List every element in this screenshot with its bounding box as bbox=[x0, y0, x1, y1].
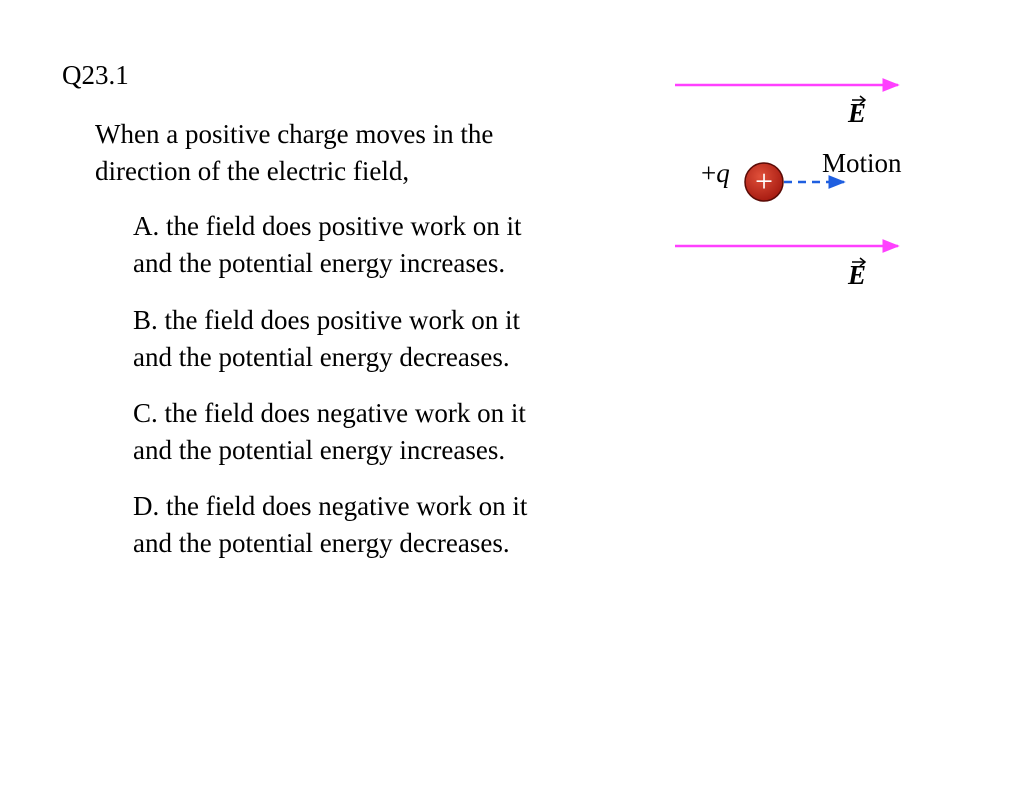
option-b bbox=[133, 302, 653, 376]
option-b-line-1: B. the field does positive work on it bbox=[133, 305, 520, 335]
charge-label bbox=[701, 158, 730, 188]
option-d bbox=[133, 488, 653, 562]
charge-symbol: + bbox=[754, 163, 774, 199]
option-b-line-2: and the potential energy decreases. bbox=[133, 342, 510, 372]
option-a-line-1: A. the field does positive work on it bbox=[133, 211, 522, 241]
field-label-top bbox=[847, 96, 866, 128]
charge-label-sign: + bbox=[701, 158, 717, 188]
motion-label: Motion bbox=[822, 148, 902, 178]
question-stem-line-1: When a positive charge moves in the bbox=[95, 119, 494, 149]
option-d-line-2: and the potential energy decreases. bbox=[133, 528, 510, 558]
option-c bbox=[133, 395, 653, 469]
positive-charge-icon bbox=[745, 163, 783, 201]
field-label-bottom bbox=[847, 258, 866, 290]
field-label-top-text: E bbox=[848, 98, 867, 128]
field-label-bottom-text: E bbox=[848, 260, 867, 290]
option-a-line-2: and the potential energy increases. bbox=[133, 248, 506, 278]
charge-label-symbol: q bbox=[716, 158, 730, 188]
option-a bbox=[133, 208, 653, 282]
question-stem-line-2: direction of the electric field, bbox=[95, 156, 410, 186]
electric-field-diagram bbox=[660, 66, 940, 296]
option-c-line-1: C. the field does negative work on it bbox=[133, 398, 526, 428]
question-stem bbox=[95, 116, 615, 190]
question-number: Q23.1 bbox=[62, 60, 129, 90]
option-c-line-2: and the potential energy increases. bbox=[133, 435, 506, 465]
option-d-line-1: D. the field does negative work on it bbox=[133, 491, 528, 521]
